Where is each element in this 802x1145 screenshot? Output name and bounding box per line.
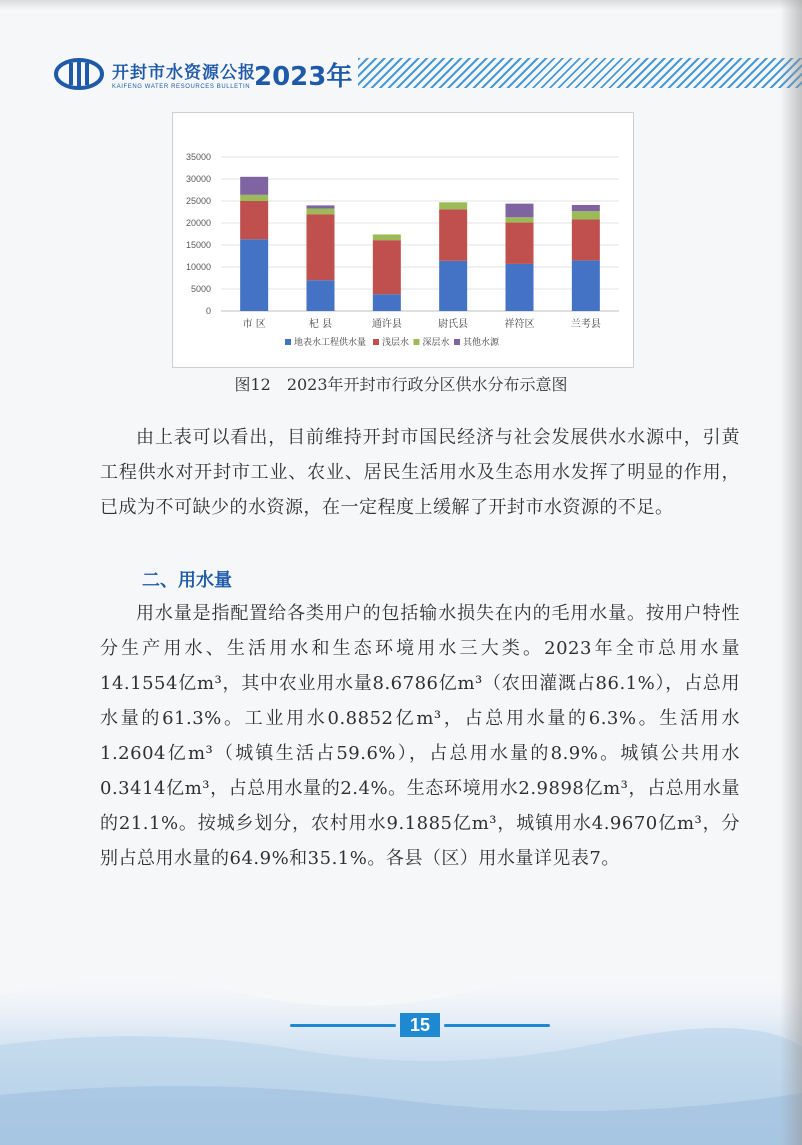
- section-heading-water-use: 二、用水量: [142, 570, 232, 591]
- legend-label: 地表水工程供水量: [294, 338, 367, 348]
- y-tick-label: 10000: [185, 262, 211, 272]
- paragraph-water-use: 用水量是指配置给各类用户的包括输水损失在内的毛用水量。按用户特性分生产用水、生活用水和生态环境用水三大类。2023年全市总用水量14.1554亿m³，其中农业用水量8.6786亿m³（农田灌溉占86.1%），占总用水量的61.3%。工业用水0.8852亿m³，占总用水量的6.3%。生活用水1.2604亿m³（城镇生活占59.6%），占总用水量的8.9%。城镇公共用水0.3414亿m³，占总用水量的2.4%。生态环境用水2.9898亿m³，占总用水量的21.1%。按城乡划分，农村用水9.1885亿m³，城镇用水4.9670亿m³，分别占总用水量的64.9%和35.1%。各县（区）用水量详见表7。: [100, 603, 740, 869]
- x-tick-label: 市 区: [242, 319, 266, 330]
- bar-segment: [572, 219, 600, 260]
- page-number-line-right: [444, 1024, 550, 1027]
- bar-segment: [506, 264, 534, 311]
- bulletin-title-cn: 开封市水资源公报: [112, 63, 256, 83]
- body-paragraph-2: [100, 596, 740, 876]
- bar-segment: [506, 217, 534, 222]
- legend-swatch: [373, 339, 379, 345]
- y-tick-label: 25000: [185, 196, 211, 206]
- page-header: [54, 56, 802, 96]
- bulletin-year: 2023年: [254, 62, 353, 92]
- y-tick-label: 30000: [185, 174, 211, 184]
- bar-segment: [572, 205, 600, 211]
- page-edge-shadow: [780, 0, 802, 1145]
- bar-segment: [240, 195, 268, 201]
- x-tick-label: 尉氏县: [438, 319, 469, 330]
- bar-segment: [572, 211, 600, 219]
- legend-label: 其他水源: [463, 338, 500, 348]
- y-tick-label: 15000: [185, 240, 211, 250]
- legend-label: 浅层水: [382, 338, 410, 348]
- page-number: 15: [400, 1013, 440, 1037]
- bulletin-title-en: KAIFENG WATER RESOURCES BULLETIN: [112, 84, 251, 90]
- y-tick-label: 5000: [190, 284, 211, 294]
- bar-segment: [240, 201, 268, 239]
- page-top-shadow: [0, 0, 802, 10]
- bar-segment: [572, 260, 600, 311]
- x-tick-label: 通许县: [371, 319, 402, 330]
- y-tick-label: 35000: [185, 152, 211, 162]
- legend-swatch: [454, 339, 460, 345]
- supply-chart-svg: [173, 113, 633, 367]
- figure-caption: 图12 2023年开封市行政分区供水分布示意图: [234, 375, 568, 394]
- bar-segment: [506, 223, 534, 264]
- y-tick-label: 0: [205, 306, 211, 316]
- bar-segment: [373, 234, 401, 240]
- x-tick-label: 杞 县: [308, 319, 333, 330]
- header-hatch-decoration: [358, 58, 802, 88]
- legend-swatch: [414, 339, 420, 345]
- bar-segment: [240, 177, 268, 195]
- bar-segment: [439, 209, 467, 260]
- bar-segment: [307, 205, 335, 208]
- legend-label: 深层水: [422, 338, 450, 348]
- x-tick-label: 祥符区: [504, 319, 535, 330]
- bar-segment: [307, 208, 335, 214]
- water-bureau-logo-icon: [54, 58, 104, 90]
- bar-segment: [307, 214, 335, 280]
- page-number-bar: [290, 1013, 550, 1039]
- legend-swatch: [285, 339, 291, 345]
- footer-wave-decoration: [0, 955, 802, 1145]
- bar-segment: [307, 280, 335, 311]
- bulletin-brand: [112, 58, 256, 90]
- bar-segment: [439, 202, 467, 209]
- bar-segment: [373, 240, 401, 294]
- bar-segment: [506, 204, 534, 218]
- bar-segment: [240, 239, 268, 311]
- body-paragraph-1: [100, 420, 740, 525]
- supply-chart: [172, 112, 634, 368]
- x-tick-label: 兰考县: [570, 319, 601, 330]
- bar-segment: [373, 294, 401, 311]
- y-tick-label: 20000: [185, 218, 211, 228]
- page-number-line-left: [290, 1024, 396, 1027]
- bar-segment: [439, 261, 467, 311]
- paragraph-supply-summary: 由上表可以看出，目前维持开封市国民经济与社会发展供水水源中，引黄工程供水对开封市工业、农业、居民生活用水及生态用水发挥了明显的作用，已成为不可缺少的水资源，在一定程度上缓解了开封市水资源的不足。: [100, 427, 740, 518]
